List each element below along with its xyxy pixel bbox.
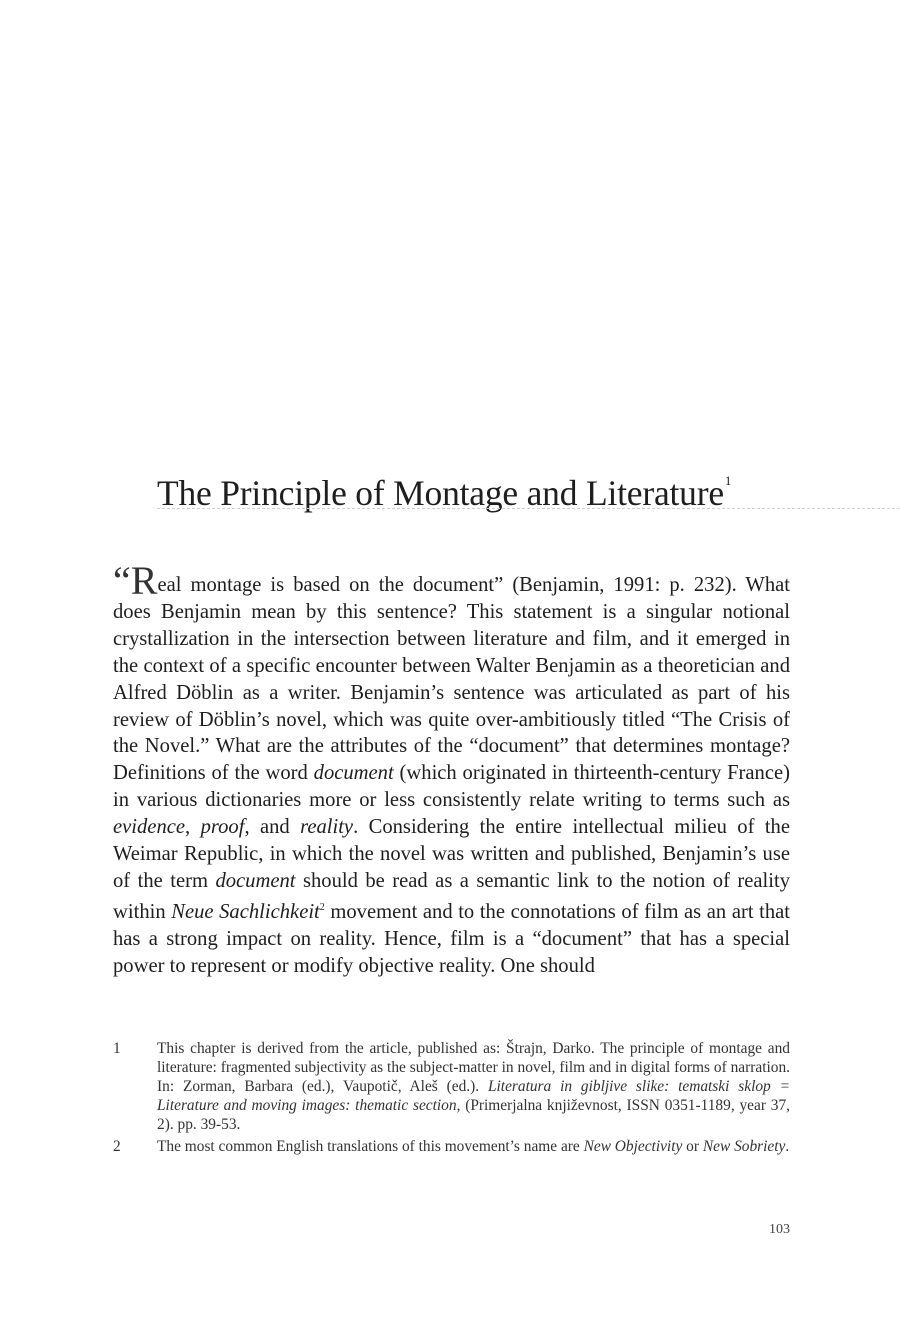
- chapter-title-text: The Principle of Montage and Literature: [157, 473, 724, 513]
- footnote-ref-2[interactable]: 2: [319, 901, 325, 913]
- body-text-segment: (which originated in thirteenth-century France) in various dictionaries more or less consistently relate writing to terms such as: [113, 762, 790, 812]
- footnote-2: [113, 1137, 790, 1156]
- body-paragraph: [113, 558, 791, 980]
- title-divider: [157, 508, 900, 509]
- footnote-text: .: [785, 1138, 790, 1155]
- drop-cap: R: [130, 558, 158, 603]
- body-emphasis: Neue Sachlichkeit: [171, 900, 320, 923]
- footnote-ref-1[interactable]: 1: [724, 473, 732, 488]
- body-emphasis: reality: [300, 816, 354, 839]
- footnote-text: , (Primerjalna književnost, ISSN 0351-1189, year 37, 2). pp. 39-53.: [157, 1097, 790, 1133]
- footnote-number: 2: [113, 1138, 121, 1155]
- footnote-text: The most common English translations of this movement’s name are: [157, 1138, 584, 1155]
- body-text-segment: ,: [185, 816, 201, 839]
- footnote-emphasis: New Objectivity: [583, 1138, 683, 1155]
- footnotes: [113, 1039, 790, 1159]
- footnote-text: This chapter is derived from the article, published as: Štrajn, Darko. The principle of montage and literature: fragmented subjectivity as the subject-matter in novel, film and in digital forms of narration. In: Zorman, Barbara (ed.), Vaupotič, Aleš (ed.).: [157, 1040, 790, 1095]
- body-emphasis: document: [215, 869, 296, 892]
- footnote-emphasis: Literatura in gibljive slike: tematski sklop = Literature and moving images: thematic section: [157, 1078, 790, 1114]
- body-text-segment: movement and to the connotations of film as an art that has a strong impact on reality. Hence, film is a “document” that has a special power to represent or modify objective reality. One should: [113, 900, 791, 977]
- body-text-segment: . Considering the entire intellectual milieu of the Weimar Republic, in which the novel was written and published, Benjamin’s use of the term: [113, 816, 790, 892]
- footnote-text: or: [682, 1138, 703, 1155]
- footnote-emphasis: New Sobriety: [702, 1138, 786, 1155]
- footnote-number: 1: [113, 1040, 121, 1057]
- body-text-segment: , and: [244, 816, 301, 839]
- body-text-segment: should be read as a semantic link to the notion of reality within: [113, 869, 790, 923]
- footnote-1: [113, 1039, 790, 1134]
- body-emphasis: proof: [200, 816, 245, 839]
- opening-quote: “: [113, 558, 131, 603]
- body-emphasis: evidence: [113, 816, 186, 839]
- page-number: 103: [769, 1222, 790, 1237]
- body-text-segment: eal montage is based on the document” (Benjamin, 1991: p. 232). What does Benjamin mean by this sentence? This statement is a singular notional crystallization in the intersection between literature and film, and it emerged in the context of a specific encounter between Walter Benjamin as a theoretician and Alfred Döblin as a writer. Benjamin’s sentence was articulated as part of his review of Döblin’s novel, which was quite over-ambitiously titled “The Crisis of the Novel.” What are the attributes of the “document” that determines montage? Definitions of the word: [113, 574, 790, 785]
- body-emphasis: document: [313, 762, 394, 785]
